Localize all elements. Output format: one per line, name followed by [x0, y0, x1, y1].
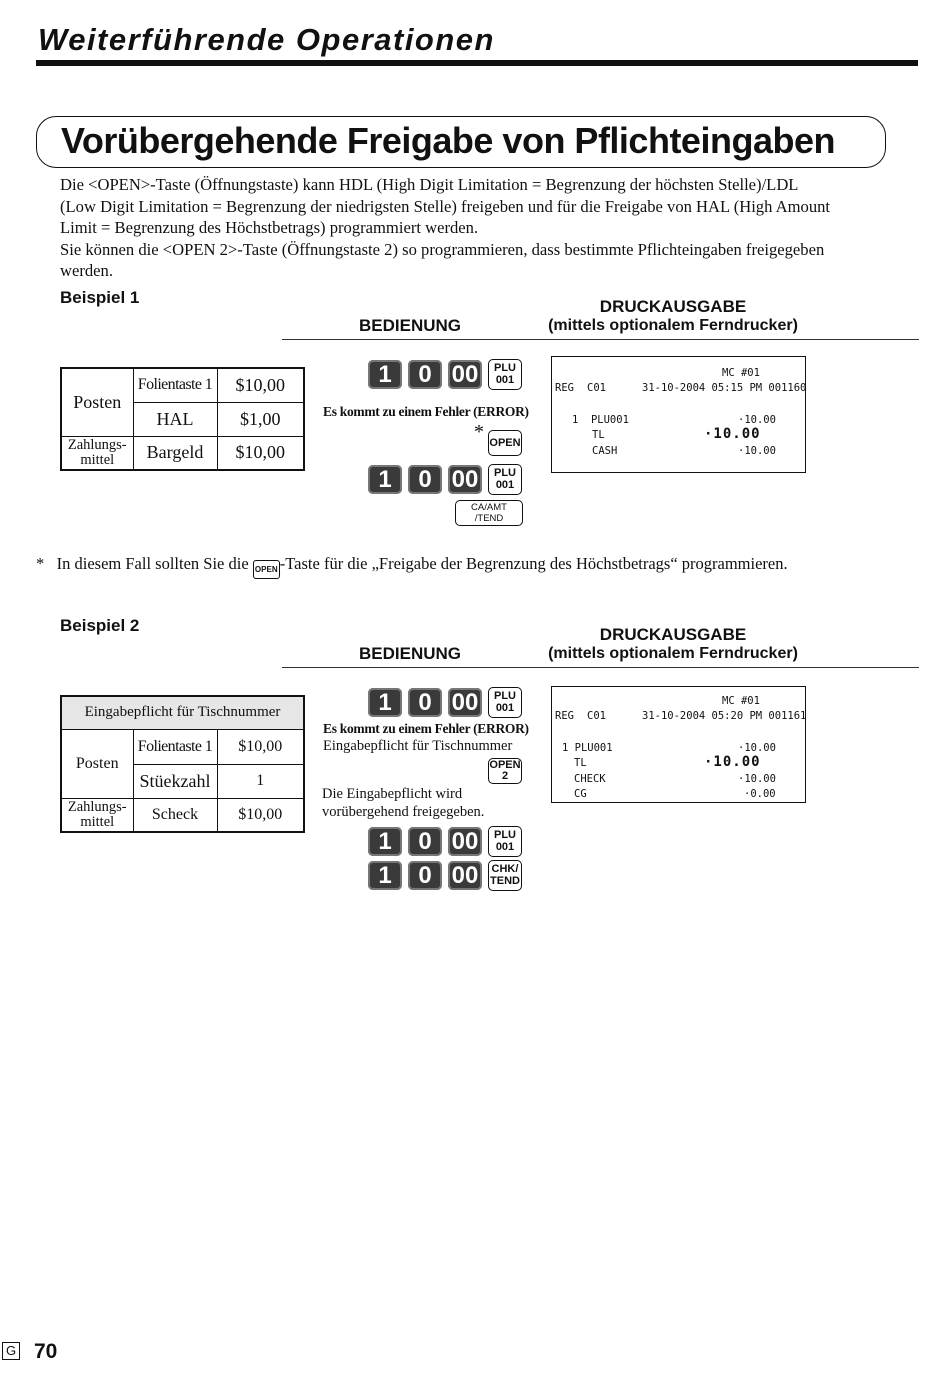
digit-key-0[interactable]: 0 [408, 827, 442, 856]
intro-line: Sie können die <OPEN 2>-Taste (Öffnungstaste 2) so programmieren, dass bestimmte Pflichteingaben freigegeben [60, 239, 825, 259]
plu-key-line-1: PLU [494, 467, 516, 479]
section-title: Vorübergehende Freigabe von Pflichteingaben [36, 116, 886, 168]
column-rule [282, 339, 919, 340]
plu-key-line-2: 001 [495, 841, 515, 853]
receipt-change-label: CG [574, 788, 587, 800]
payment-method: Scheck [133, 798, 217, 832]
star-mark: * [474, 421, 484, 443]
header-rule [36, 60, 918, 66]
printout-heading [530, 297, 816, 335]
payment-value: $10,00 [217, 436, 304, 470]
open-2-key[interactable] [488, 758, 522, 784]
key-sequence-row [368, 359, 522, 389]
plu-001-key[interactable] [488, 687, 522, 718]
payment-label-line-2: mittel [80, 813, 115, 830]
footnote-star: * [36, 554, 45, 573]
qty-label: Stüekzahl [133, 764, 217, 798]
plu-001-key[interactable] [488, 826, 522, 857]
digit-key-00[interactable]: 00 [448, 360, 482, 389]
digit-key-1[interactable]: 1 [368, 360, 402, 389]
receipt-check-value: ·10.00 [738, 773, 776, 785]
payment-label-line-2: mittel [80, 451, 115, 468]
ca-key-line-1: CA/AMT [471, 502, 507, 513]
payment-label [61, 436, 133, 470]
receipt-total-value: ·10.00 [704, 426, 761, 442]
plu-key-line-2: 001 [495, 702, 515, 714]
plu-key-line-2: 001 [495, 479, 515, 491]
page-number: 70 [34, 1340, 58, 1363]
receipt-machine: MC #01 [722, 367, 760, 379]
language-marker: G [2, 1342, 20, 1360]
release-note-line-2: vorübergehend freigegeben. [322, 804, 485, 820]
chk-key-line-1: CHK/ [491, 863, 519, 875]
ca-key-line-2: /TEND [474, 513, 504, 524]
receipt-mode: REG [555, 382, 574, 394]
intro-line: Die <OPEN>-Taste (Öffnungstaste) kann HDL (High Digit Limitation = Begrenzung der höchsten Stelle)/LDL [60, 175, 799, 194]
receipt-total-label: TL [592, 429, 605, 441]
payment-label-line-1: Zahlungs- [67, 436, 127, 453]
key-sequence-row [368, 826, 522, 856]
key-sequence-row [368, 860, 522, 890]
key-value: $10,00 [217, 368, 304, 402]
plu-key-line-2: 001 [495, 374, 515, 386]
receipt-datetime: 31-10-2004 05:15 PM 001160 [642, 382, 807, 394]
printout-heading-line-2: (mittels optionalem Ferndrucker) [548, 317, 798, 334]
chk-tend-key[interactable] [488, 860, 522, 891]
open2-key-line-1: OPEN [489, 759, 521, 771]
payment-method: Bargeld [133, 436, 217, 470]
item-label: Posten [61, 729, 133, 798]
intro-line: (Low Digit Limitation = Begrenzung der niedrigsten Stelle) freigeben und für die Freigabe von HAL (High Amount [60, 196, 831, 216]
qty-value: 1 [217, 764, 304, 798]
digit-key-0[interactable]: 0 [408, 861, 442, 890]
digit-key-1[interactable]: 1 [368, 465, 402, 494]
open2-key-line-2: 2 [501, 770, 509, 782]
example-2-input-table [60, 695, 305, 833]
digit-key-1[interactable]: 1 [368, 827, 402, 856]
release-note-line-1: Die Eingabepflicht wird [322, 786, 463, 802]
printout-heading-line-2: (mittels optionalem Ferndrucker) [548, 645, 798, 662]
printout-heading-line-1: DRUCKAUSGABE [599, 297, 747, 316]
key-sequence-row [368, 687, 522, 717]
footnote-text-before: In diesem Fall sollten Sie die [56, 554, 249, 573]
receipt-mode: REG [555, 710, 574, 722]
receipt-2 [551, 686, 806, 803]
receipt-line-item: 1 PLU001 [572, 414, 629, 426]
column-rule [282, 667, 919, 668]
release-note [322, 785, 484, 821]
key-name: Folientaste 1 [133, 729, 217, 764]
plu-key-line-1: PLU [494, 690, 516, 702]
table-header: Eingabepflicht für Tischnummer [61, 696, 304, 729]
ca-amt-tend-key[interactable] [455, 500, 523, 526]
receipt-cash-label: CASH [592, 445, 618, 457]
receipt-check-label: CHECK [574, 773, 606, 785]
item-label: Posten [61, 368, 133, 436]
example-2-label: Beispiel 2 [60, 616, 140, 635]
error-note: Es kommt zu einem Fehler (ERROR) [323, 404, 529, 419]
receipt-1 [551, 356, 806, 473]
receipt-total-label: TL [574, 757, 587, 769]
printout-heading [530, 625, 816, 663]
hal-label: HAL [133, 402, 217, 436]
plu-001-key[interactable] [488, 359, 522, 390]
hal-value: $1,00 [217, 402, 304, 436]
footnote-text-after: -Taste für die „Freigabe der Begrenzung des Höchstbetrags“ programmieren. [279, 554, 788, 573]
plu-001-key[interactable] [488, 464, 522, 495]
key-sequence-row [368, 464, 522, 494]
plu-key-line-1: PLU [494, 362, 516, 374]
requirement-note: Eingabepflicht für Tischnummer [323, 738, 513, 754]
digit-key-00[interactable]: 00 [448, 827, 482, 856]
digit-key-0[interactable]: 0 [408, 465, 442, 494]
payment-value: $10,00 [217, 798, 304, 832]
digit-key-00[interactable]: 00 [448, 861, 482, 890]
payment-label-line-1: Zahlungs- [67, 798, 127, 815]
operation-heading: BEDIENUNG [358, 644, 461, 663]
example-1-label: Beispiel 1 [60, 288, 140, 307]
error-note: Es kommt zu einem Fehler (ERROR) [323, 721, 529, 736]
chk-key-line-2: TEND [490, 875, 520, 887]
key-name: Folientaste 1 [133, 368, 217, 402]
example-1-input-table [60, 367, 305, 471]
receipt-change-value: ·0.00 [744, 788, 776, 800]
receipt-cash-value: ·10.00 [738, 445, 776, 457]
operation-heading: BEDIENUNG [358, 316, 461, 335]
intro-line: werden. [60, 261, 113, 280]
open-key[interactable]: OPEN [488, 430, 522, 456]
payment-label [61, 798, 133, 832]
printout-heading-line-1: DRUCKAUSGABE [599, 625, 747, 644]
key-value: $10,00 [217, 729, 304, 764]
receipt-line-item: 1 PLU001 [562, 742, 613, 754]
receipt-machine: MC #01 [722, 695, 760, 707]
receipt-total-value: ·10.00 [704, 754, 761, 770]
intro-paragraph [60, 174, 920, 282]
running-header: Weiterführende Operationen [38, 22, 495, 57]
receipt-datetime: 31-10-2004 05:20 PM 001161 [642, 710, 807, 722]
receipt-line-amount: ·10.00 [738, 414, 776, 426]
digit-key-1[interactable]: 1 [368, 688, 402, 717]
digit-key-1[interactable]: 1 [368, 861, 402, 890]
receipt-clerk: C01 [587, 382, 606, 394]
intro-line: Limit = Begrenzung des Höchstbetrags) programmiert werden. [60, 218, 479, 237]
digit-key-00[interactable]: 00 [448, 465, 482, 494]
digit-key-0[interactable]: 0 [408, 360, 442, 389]
inline-open-key: OPEN [253, 560, 280, 579]
receipt-clerk: C01 [587, 710, 606, 722]
plu-key-line-1: PLU [494, 829, 516, 841]
digit-key-00[interactable]: 00 [448, 688, 482, 717]
receipt-line-amount: ·10.00 [738, 742, 776, 754]
digit-key-0[interactable]: 0 [408, 688, 442, 717]
footnote [36, 554, 788, 579]
